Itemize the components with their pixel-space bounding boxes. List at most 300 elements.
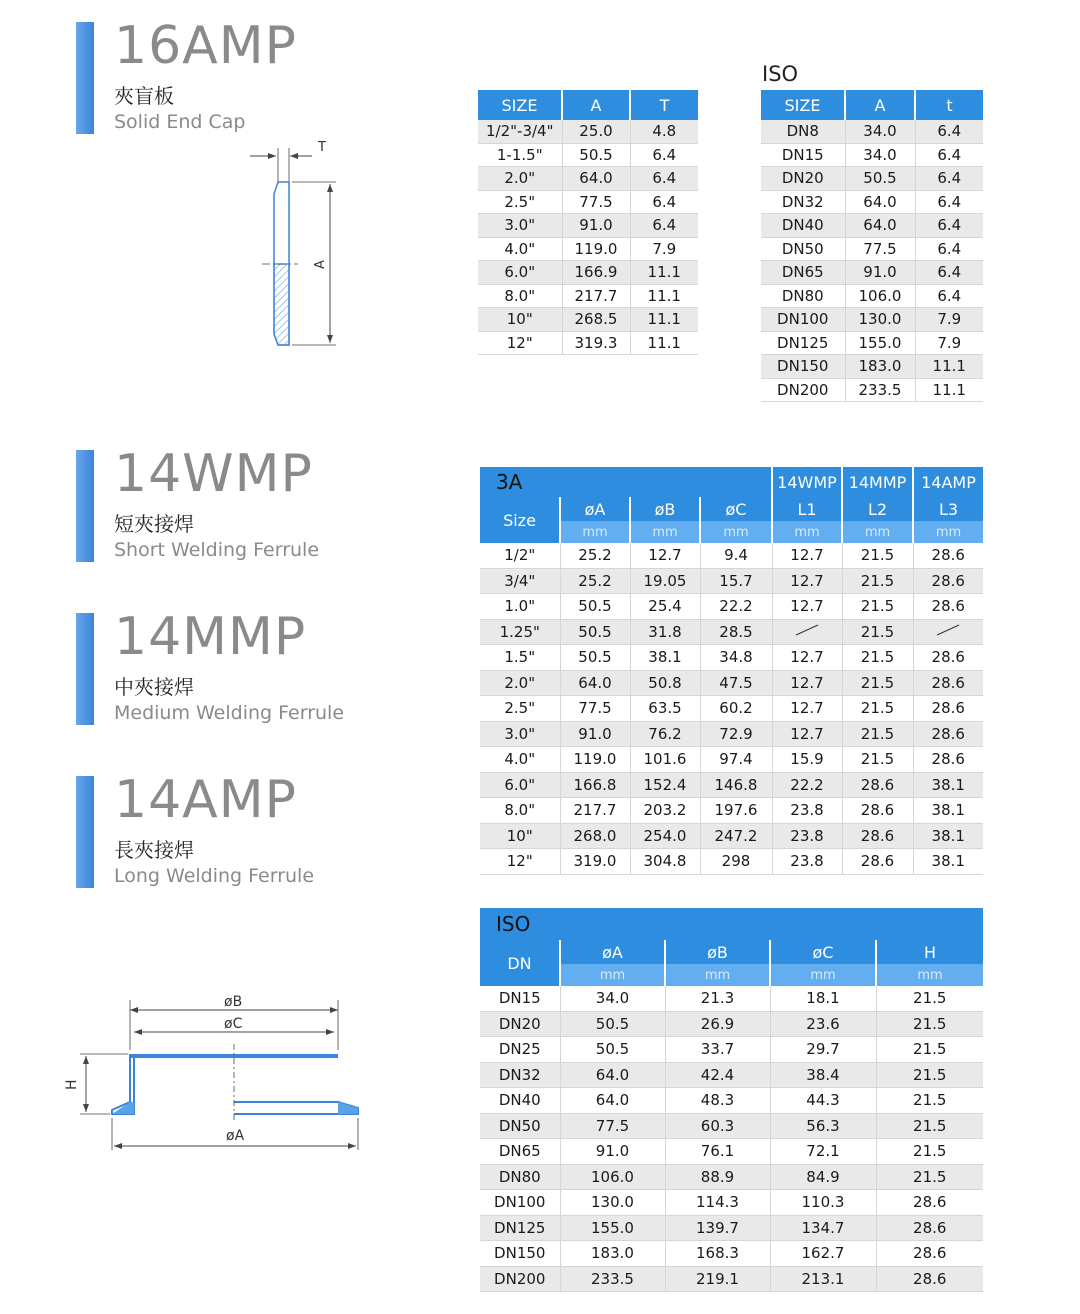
- cap-iso-cell: 130.0: [845, 308, 915, 332]
- fiso-cell: 26.9: [665, 1011, 770, 1037]
- f3a-unit-label: mm: [842, 521, 913, 543]
- table-row: [480, 1266, 983, 1292]
- table-row: [761, 214, 983, 238]
- f3a-cell: 38.1: [913, 849, 983, 875]
- f3a-col-header-1: øB: [630, 497, 700, 521]
- cap-inch-cell: 6.0": [478, 261, 562, 285]
- f3a-cell: 21.5: [842, 645, 913, 671]
- f3a-cell: 12.7: [630, 543, 700, 568]
- table-row: [478, 237, 698, 261]
- table-row: [480, 747, 983, 773]
- f3a-cell: 34.8: [700, 645, 772, 671]
- ob-dimension-label: øB: [224, 994, 243, 1010]
- table-row: [480, 1190, 983, 1216]
- fiso-cell: 21.5: [876, 1139, 983, 1165]
- cap-inch-table: [478, 90, 698, 355]
- series-14mmp: 14MMP: [842, 467, 913, 497]
- oa-dimension-label: øA: [226, 1128, 245, 1144]
- cap-inch-cell: 91.0: [562, 214, 630, 238]
- cap-inch-cell: 25.0: [562, 120, 630, 143]
- f3a-cell: 28.6: [913, 670, 983, 696]
- cap-inch-cell: 11.1: [630, 331, 698, 355]
- f3a-cell: 9.4: [700, 543, 772, 568]
- fiso-cell: 28.6: [876, 1190, 983, 1216]
- f3a-cell: 76.2: [630, 721, 700, 747]
- fiso-cell: 18.1: [770, 986, 876, 1011]
- fiso-cell: DN25: [480, 1037, 560, 1063]
- cap-iso-cell: DN100: [761, 308, 845, 332]
- cap-iso-cell: DN32: [761, 190, 845, 214]
- f3a-cell: 28.6: [913, 747, 983, 773]
- fiso-cell: 34.0: [560, 986, 665, 1011]
- table-row: [480, 1037, 983, 1063]
- f3a-cell: 12": [480, 849, 560, 875]
- f3a-cell: 2.5": [480, 696, 560, 722]
- table-row: [761, 167, 983, 191]
- cap-iso-cell: 183.0: [845, 355, 915, 379]
- f3a-cell: 3.0": [480, 721, 560, 747]
- fiso-cell: 64.0: [560, 1062, 665, 1088]
- cap-inch-cell: 11.1: [630, 308, 698, 332]
- f3a-unit-label: mm: [560, 521, 630, 543]
- cap-iso-cell: DN20: [761, 167, 845, 191]
- cap-iso-cell: DN15: [761, 143, 845, 167]
- fiso-cell: 50.5: [560, 1011, 665, 1037]
- f3a-cell: 15.9: [772, 747, 842, 773]
- fiso-cell: 213.1: [770, 1266, 876, 1292]
- f3a-cell: 12.7: [772, 721, 842, 747]
- f3a-cell: 77.5: [560, 696, 630, 722]
- f3a-cell: 101.6: [630, 747, 700, 773]
- fiso-cell: 21.5: [876, 1113, 983, 1139]
- f3a-cell: 254.0: [630, 823, 700, 849]
- product-name-cn-14amp: 長夾接焊: [114, 838, 194, 862]
- f3a-cell: 23.8: [772, 823, 842, 849]
- f3a-cell: 25.2: [560, 543, 630, 568]
- fiso-cell: 84.9: [770, 1164, 876, 1190]
- series-14amp: 14AMP: [913, 467, 983, 497]
- cap-iso-cell: 6.4: [915, 167, 983, 191]
- table-row: [761, 308, 983, 332]
- f3a-cell: 4.0": [480, 747, 560, 773]
- product-name-en-14mmp: Medium Welding Ferrule: [114, 702, 345, 724]
- f3a-cell: 25.2: [560, 568, 630, 594]
- f3a-size-header: Size: [480, 497, 560, 543]
- table-row: [478, 143, 698, 167]
- table-row: [480, 543, 983, 568]
- f3a-cell: 50.5: [560, 594, 630, 620]
- cap-iso-cell: DN80: [761, 284, 845, 308]
- fiso-cell: 23.6: [770, 1011, 876, 1037]
- product-code-14wmp: 14WMP: [114, 444, 313, 504]
- cap-iso-cell: 64.0: [845, 190, 915, 214]
- table-title-iso: ISO: [480, 908, 983, 940]
- cap-iso-cell: 6.4: [915, 120, 983, 143]
- table-row: [480, 1215, 983, 1241]
- fiso-cell: 21.5: [876, 986, 983, 1011]
- fiso-cell: DN125: [480, 1215, 560, 1241]
- fiso-cell: 56.3: [770, 1113, 876, 1139]
- table-row: [761, 284, 983, 308]
- fiso-cell: 28.6: [876, 1266, 983, 1292]
- fiso-cell: 21.5: [876, 1164, 983, 1190]
- fiso-cell: DN65: [480, 1139, 560, 1165]
- fiso-cell: 48.3: [665, 1088, 770, 1114]
- cap-iso-cell: 7.9: [915, 331, 983, 355]
- f3a-cell: 64.0: [560, 670, 630, 696]
- fiso-cell: 29.7: [770, 1037, 876, 1063]
- cap-inch-cell: 319.3: [562, 331, 630, 355]
- table-row: [478, 308, 698, 332]
- cap-inch-cell: 3.0": [478, 214, 562, 238]
- f3a-cell: 21.5: [842, 696, 913, 722]
- f3a-cell: 31.8: [630, 619, 700, 645]
- product-code-14amp: 14AMP: [114, 770, 297, 830]
- fiso-size-header: DN: [480, 940, 560, 986]
- table-title-3a: 3A: [480, 467, 772, 497]
- cap-inch-cell: 6.4: [630, 167, 698, 191]
- f3a-cell: 12.7: [772, 568, 842, 594]
- f3a-cell: 1.25": [480, 619, 560, 645]
- cap-iso-cell: 6.4: [915, 284, 983, 308]
- fiso-cell: 76.1: [665, 1139, 770, 1165]
- table-row: [480, 1241, 983, 1267]
- table-row: [480, 1113, 983, 1139]
- cap-inch-cell: 119.0: [562, 237, 630, 261]
- fiso-cell: 155.0: [560, 1215, 665, 1241]
- cap-inch-cell: 6.4: [630, 214, 698, 238]
- cap-iso-cell: 155.0: [845, 331, 915, 355]
- cap-inch-cell: 4.0": [478, 237, 562, 261]
- fiso-cell: 38.4: [770, 1062, 876, 1088]
- f3a-cell: 22.2: [700, 594, 772, 620]
- f3a-cell: 21.5: [842, 619, 913, 645]
- cap-iso-table: [761, 90, 983, 402]
- f3a-cell: 38.1: [913, 772, 983, 798]
- table-row: [480, 670, 983, 696]
- f3a-unit-label: mm: [772, 521, 842, 543]
- accent-bar-14amp: [76, 776, 94, 888]
- cap-iso-header-0: SIZE: [761, 90, 845, 120]
- table-row: [478, 331, 698, 355]
- cap-inch-cell: 6.4: [630, 190, 698, 214]
- fiso-cell: DN32: [480, 1062, 560, 1088]
- fiso-cell: 28.6: [876, 1215, 983, 1241]
- cap-inch-cell: 166.9: [562, 261, 630, 285]
- table-row: [761, 261, 983, 285]
- cap-inch-cell: 4.8: [630, 120, 698, 143]
- cap-inch-cell: 64.0: [562, 167, 630, 191]
- f3a-cell: 203.2: [630, 798, 700, 824]
- f3a-cell: 91.0: [560, 721, 630, 747]
- table-row: [480, 568, 983, 594]
- f3a-cell: 28.5: [700, 619, 772, 645]
- fiso-col-header-3: H: [876, 940, 983, 964]
- cap-inch-cell: 50.5: [562, 143, 630, 167]
- cap-iso-cell: 6.4: [915, 237, 983, 261]
- f3a-cell: 38.1: [630, 645, 700, 671]
- fiso-cell: 44.3: [770, 1088, 876, 1114]
- f3a-cell: 28.6: [842, 849, 913, 875]
- table-row: [480, 619, 983, 645]
- f3a-cell: 23.8: [772, 798, 842, 824]
- fiso-cell: 72.1: [770, 1139, 876, 1165]
- product-code-16amp: 16AMP: [114, 16, 297, 76]
- f3a-cell: 63.5: [630, 696, 700, 722]
- f3a-cell: 21.5: [842, 747, 913, 773]
- fiso-cell: 134.7: [770, 1215, 876, 1241]
- cap-inch-cell: 77.5: [562, 190, 630, 214]
- fiso-cell: 114.3: [665, 1190, 770, 1216]
- fiso-col-header-1: øB: [665, 940, 770, 964]
- fiso-cell: 106.0: [560, 1164, 665, 1190]
- f3a-cell: 146.8: [700, 772, 772, 798]
- cap-inch-cell: 7.9: [630, 237, 698, 261]
- f3a-cell: 12.7: [772, 645, 842, 671]
- cap-iso-cell: 11.1: [915, 355, 983, 379]
- table-row: [480, 1011, 983, 1037]
- f3a-cell: 217.7: [560, 798, 630, 824]
- table-row: [480, 696, 983, 722]
- cap-iso-cell: DN125: [761, 331, 845, 355]
- cap-iso-cell: 11.1: [915, 378, 983, 402]
- cap-inch-cell: 268.5: [562, 308, 630, 332]
- table-row: [761, 120, 983, 143]
- f3a-cell: 12.7: [772, 543, 842, 568]
- table-row: [480, 823, 983, 849]
- cap-inch-cell: 2.0": [478, 167, 562, 191]
- cap-iso-cell: 91.0: [845, 261, 915, 285]
- f3a-cell: 1.0": [480, 594, 560, 620]
- product-name-cn-14mmp: 中夾接焊: [114, 675, 194, 699]
- f3a-cell: 38.1: [913, 823, 983, 849]
- table-row: [480, 798, 983, 824]
- cap-inch-header-2: T: [630, 90, 698, 120]
- cap-iso-cell: 6.4: [915, 190, 983, 214]
- f3a-unit-label: mm: [630, 521, 700, 543]
- table-row: [480, 986, 983, 1011]
- f3a-cell: 12.7: [772, 594, 842, 620]
- f3a-cell: 28.6: [913, 721, 983, 747]
- product-name-en-16amp: Solid End Cap: [114, 111, 246, 133]
- fiso-cell: 130.0: [560, 1190, 665, 1216]
- f3a-cell: 72.9: [700, 721, 772, 747]
- f3a-cell: 38.1: [913, 798, 983, 824]
- f3a-cell: 50.8: [630, 670, 700, 696]
- cap-iso-cell: 64.0: [845, 214, 915, 238]
- cap-inch-cell: 11.1: [630, 261, 698, 285]
- ferrule-drawing: [58, 990, 368, 1160]
- product-name-en-14amp: Long Welding Ferrule: [114, 865, 315, 887]
- table-row: [478, 261, 698, 285]
- f3a-cell: 268.0: [560, 823, 630, 849]
- f3a-cell: 2.0": [480, 670, 560, 696]
- fiso-cell: 139.7: [665, 1215, 770, 1241]
- h-dimension-label: H: [64, 1079, 80, 1090]
- fiso-cell: DN40: [480, 1088, 560, 1114]
- f3a-cell: 21.5: [842, 543, 913, 568]
- f3a-cell: 12.7: [772, 670, 842, 696]
- cap-inch-cell: 10": [478, 308, 562, 332]
- t-dimension-label: T: [318, 140, 326, 155]
- product-name-en-14wmp: Short Welding Ferrule: [114, 539, 320, 561]
- f3a-cell: 166.8: [560, 772, 630, 798]
- fiso-cell: 91.0: [560, 1139, 665, 1165]
- cap-inch-cell: 1-1.5": [478, 143, 562, 167]
- fiso-unit-label: mm: [560, 964, 665, 986]
- f3a-cell: 28.6: [913, 543, 983, 568]
- cap-iso-cell: 34.0: [845, 120, 915, 143]
- f3a-cell: 50.5: [560, 619, 630, 645]
- series-14wmp: 14WMP: [772, 467, 842, 497]
- cap-inch-cell: 2.5": [478, 190, 562, 214]
- iso-label: ISO: [762, 62, 799, 86]
- fiso-cell: DN100: [480, 1190, 560, 1216]
- f3a-cell: 23.8: [772, 849, 842, 875]
- f3a-col-header-0: øA: [560, 497, 630, 521]
- cap-inch-cell: 12": [478, 331, 562, 355]
- f3a-cell: 247.2: [700, 823, 772, 849]
- table-row: [480, 1139, 983, 1165]
- fiso-cell: 21.5: [876, 1088, 983, 1114]
- f3a-cell: 25.4: [630, 594, 700, 620]
- fiso-cell: DN150: [480, 1241, 560, 1267]
- f3a-cell: 304.8: [630, 849, 700, 875]
- f3a-cell: 197.6: [700, 798, 772, 824]
- fiso-cell: DN50: [480, 1113, 560, 1139]
- cap-iso-cell: 7.9: [915, 308, 983, 332]
- ferrule-3a-table: [480, 467, 983, 875]
- table-row: [480, 1062, 983, 1088]
- product-code-14mmp: 14MMP: [114, 607, 307, 667]
- fiso-col-header-0: øA: [560, 940, 665, 964]
- f3a-cell: 28.6: [913, 568, 983, 594]
- oc-dimension-label: øC: [224, 1016, 243, 1032]
- f3a-cell: 298: [700, 849, 772, 875]
- table-row: [478, 120, 698, 143]
- f3a-cell: 152.4: [630, 772, 700, 798]
- f3a-cell: 3/4": [480, 568, 560, 594]
- not-available-slash-icon: [794, 623, 820, 637]
- fiso-cell: 42.4: [665, 1062, 770, 1088]
- cap-inch-header-1: A: [562, 90, 630, 120]
- cap-iso-cell: 34.0: [845, 143, 915, 167]
- table-row: [478, 214, 698, 238]
- table-row: [480, 849, 983, 875]
- table-row: [761, 331, 983, 355]
- table-row: [480, 721, 983, 747]
- table-row: [480, 1164, 983, 1190]
- fiso-unit-label: mm: [770, 964, 876, 986]
- table-row: [478, 167, 698, 191]
- fiso-cell: 88.9: [665, 1164, 770, 1190]
- ferrule-iso-table: [480, 908, 983, 1292]
- table-row: [478, 284, 698, 308]
- table-row: [480, 772, 983, 798]
- cap-iso-cell: DN150: [761, 355, 845, 379]
- cap-inch-cell: 6.4: [630, 143, 698, 167]
- f3a-cell: 60.2: [700, 696, 772, 722]
- f3a-cell: 1/2": [480, 543, 560, 568]
- product-name-cn-14wmp: 短夾接焊: [114, 512, 194, 536]
- f3a-cell: 21.5: [842, 670, 913, 696]
- fiso-cell: 28.6: [876, 1241, 983, 1267]
- table-row: [761, 190, 983, 214]
- f3a-col-header-3: L1: [772, 497, 842, 521]
- fiso-cell: 21.3: [665, 986, 770, 1011]
- table-row: [480, 645, 983, 671]
- f3a-cell: 28.6: [842, 823, 913, 849]
- cap-iso-cell: 50.5: [845, 167, 915, 191]
- f3a-cell: 21.5: [842, 594, 913, 620]
- f3a-cell: 21.5: [842, 568, 913, 594]
- accent-bar-16amp: [76, 22, 94, 134]
- fiso-cell: 21.5: [876, 1011, 983, 1037]
- f3a-col-header-5: L3: [913, 497, 983, 521]
- table-row: [480, 594, 983, 620]
- fiso-cell: DN200: [480, 1266, 560, 1292]
- fiso-cell: 21.5: [876, 1062, 983, 1088]
- f3a-cell: 28.6: [913, 594, 983, 620]
- fiso-cell: DN80: [480, 1164, 560, 1190]
- cap-iso-cell: 106.0: [845, 284, 915, 308]
- fiso-cell: 162.7: [770, 1241, 876, 1267]
- f3a-cell: 28.6: [913, 645, 983, 671]
- cap-iso-cell: 6.4: [915, 214, 983, 238]
- fiso-cell: 233.5: [560, 1266, 665, 1292]
- fiso-cell: DN20: [480, 1011, 560, 1037]
- fiso-cell: 168.3: [665, 1241, 770, 1267]
- f3a-cell: 50.5: [560, 645, 630, 671]
- cap-iso-cell: DN40: [761, 214, 845, 238]
- cap-inch-cell: 217.7: [562, 284, 630, 308]
- accent-bar-14wmp: [76, 450, 94, 562]
- fiso-cell: 219.1: [665, 1266, 770, 1292]
- f3a-cell: 19.05: [630, 568, 700, 594]
- fiso-cell: 50.5: [560, 1037, 665, 1063]
- fiso-cell: 64.0: [560, 1088, 665, 1114]
- cap-iso-header-1: A: [845, 90, 915, 120]
- fiso-col-header-2: øC: [770, 940, 876, 964]
- cap-iso-cell: 6.4: [915, 143, 983, 167]
- f3a-cell: 12.7: [772, 696, 842, 722]
- product-name-cn-16amp: 夾盲板: [114, 84, 174, 108]
- f3a-cell: 28.6: [842, 798, 913, 824]
- f3a-unit-label: mm: [700, 521, 772, 543]
- f3a-cell: 28.6: [913, 696, 983, 722]
- table-row: [761, 237, 983, 261]
- cap-iso-cell: DN65: [761, 261, 845, 285]
- fiso-cell: 183.0: [560, 1241, 665, 1267]
- f3a-cell: 15.7: [700, 568, 772, 594]
- fiso-cell: 21.5: [876, 1037, 983, 1063]
- f3a-cell: 47.5: [700, 670, 772, 696]
- table-row: [478, 190, 698, 214]
- accent-bar-14mmp: [76, 613, 94, 725]
- cap-inch-header-0: SIZE: [478, 90, 562, 120]
- not-available-slash-icon: [935, 623, 961, 637]
- f3a-cell: 8.0": [480, 798, 560, 824]
- f3a-unit-label: mm: [913, 521, 983, 543]
- table-row: [761, 355, 983, 379]
- fiso-cell: 33.7: [665, 1037, 770, 1063]
- fiso-unit-label: mm: [876, 964, 983, 986]
- f3a-cell: [772, 619, 842, 645]
- f3a-cell: 22.2: [772, 772, 842, 798]
- cap-inch-cell: 1/2"-3/4": [478, 120, 562, 143]
- cap-inch-cell: 11.1: [630, 284, 698, 308]
- fiso-cell: 77.5: [560, 1113, 665, 1139]
